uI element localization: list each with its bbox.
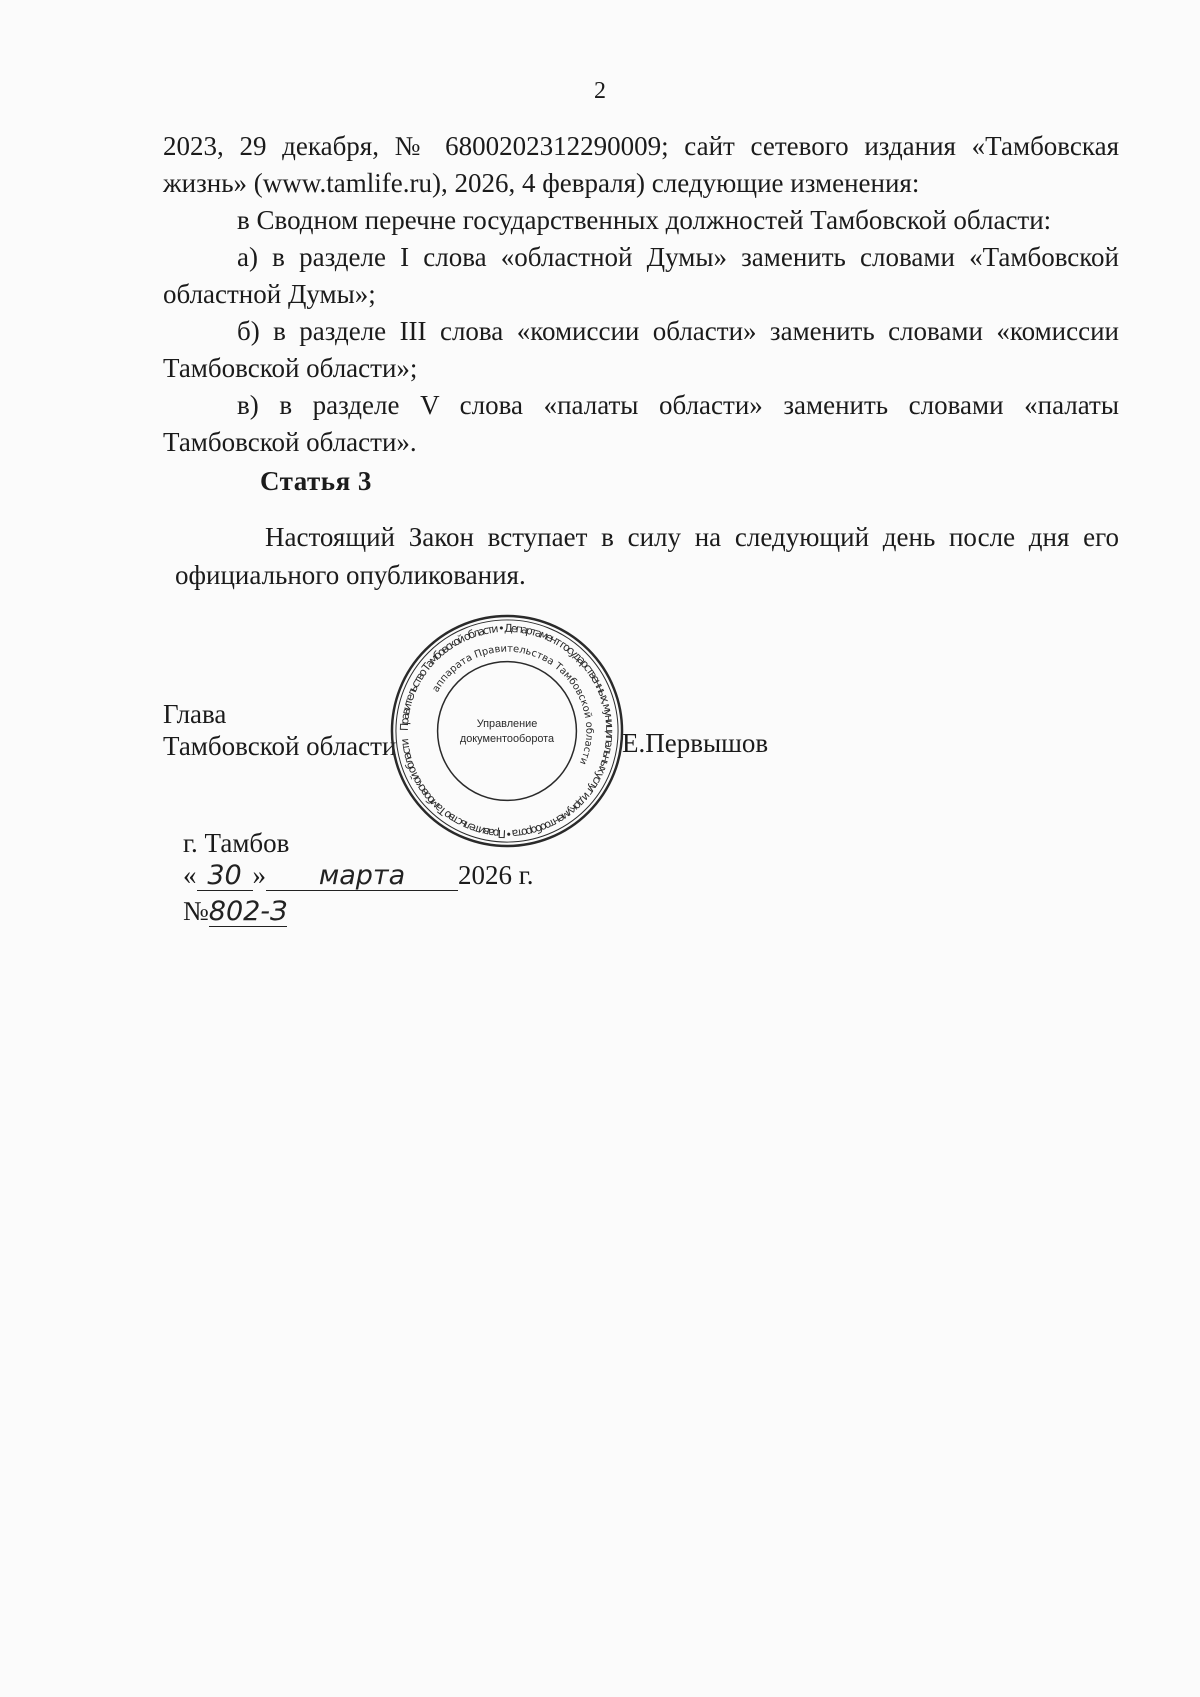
- signatory-position: [163, 698, 396, 762]
- body-paragraph-1: 2023, 29 декабря, № 6800202312290009; сайт сетевого издания «Тамбовская жизнь» (www.tamlife.ru), 2026, 4 февраля) следующие изменения:: [163, 131, 1119, 198]
- place-of-signing: г. Тамбов: [183, 828, 290, 858]
- date-close-quote: »: [252, 860, 266, 890]
- signatory-position-line1: Глава: [163, 699, 227, 729]
- article-text: Настоящий Закон вступает в силу на следующий день после дня его официального опубликования.: [175, 522, 1119, 590]
- seal-inner-ring-text: аппарата Правительства Тамбовской области: [430, 643, 595, 767]
- date-day: 30: [197, 862, 253, 891]
- date-year: 2026 г.: [458, 860, 534, 890]
- body-paragraph-2: в Сводном перечне государственных должностей Тамбовской области:: [237, 205, 1052, 235]
- signing-date: [183, 860, 534, 891]
- official-seal: [388, 612, 626, 850]
- number-value: 802-З: [208, 896, 288, 927]
- signatory-position-line2: Тамбовской области: [163, 731, 397, 761]
- body-paragraph-v: в) в разделе V слова «палаты области» заменить словами «палаты Тамбовской области».: [163, 390, 1119, 457]
- law-number: [183, 896, 287, 927]
- number-prefix: №: [183, 896, 209, 926]
- seal-graphic: [388, 612, 626, 850]
- signatory-name: Е.Первышов: [622, 728, 769, 758]
- amendment-body: [163, 128, 1119, 461]
- seal-outer-text: Правительство Тамбовской области • Департамент государственных, муниципальных услуг и документооборота • Правительство Тамбовской области: [397, 621, 617, 841]
- body-paragraph-a: а) в разделе I слова «областной Думы» заменить словами «Тамбовской областной Думы»;: [163, 242, 1119, 309]
- body-paragraph-b: б) в разделе III слова «комиссии области» заменить словами «комиссии Тамбовской области»;: [163, 316, 1119, 383]
- article-heading: Статья 3: [260, 466, 372, 496]
- seal-center-line2: документооборота: [459, 732, 555, 745]
- date-open-quote: «: [183, 860, 197, 890]
- page-number: 2: [594, 78, 606, 104]
- date-month: марта: [266, 862, 458, 891]
- seal-center-line1: Управление: [476, 718, 538, 731]
